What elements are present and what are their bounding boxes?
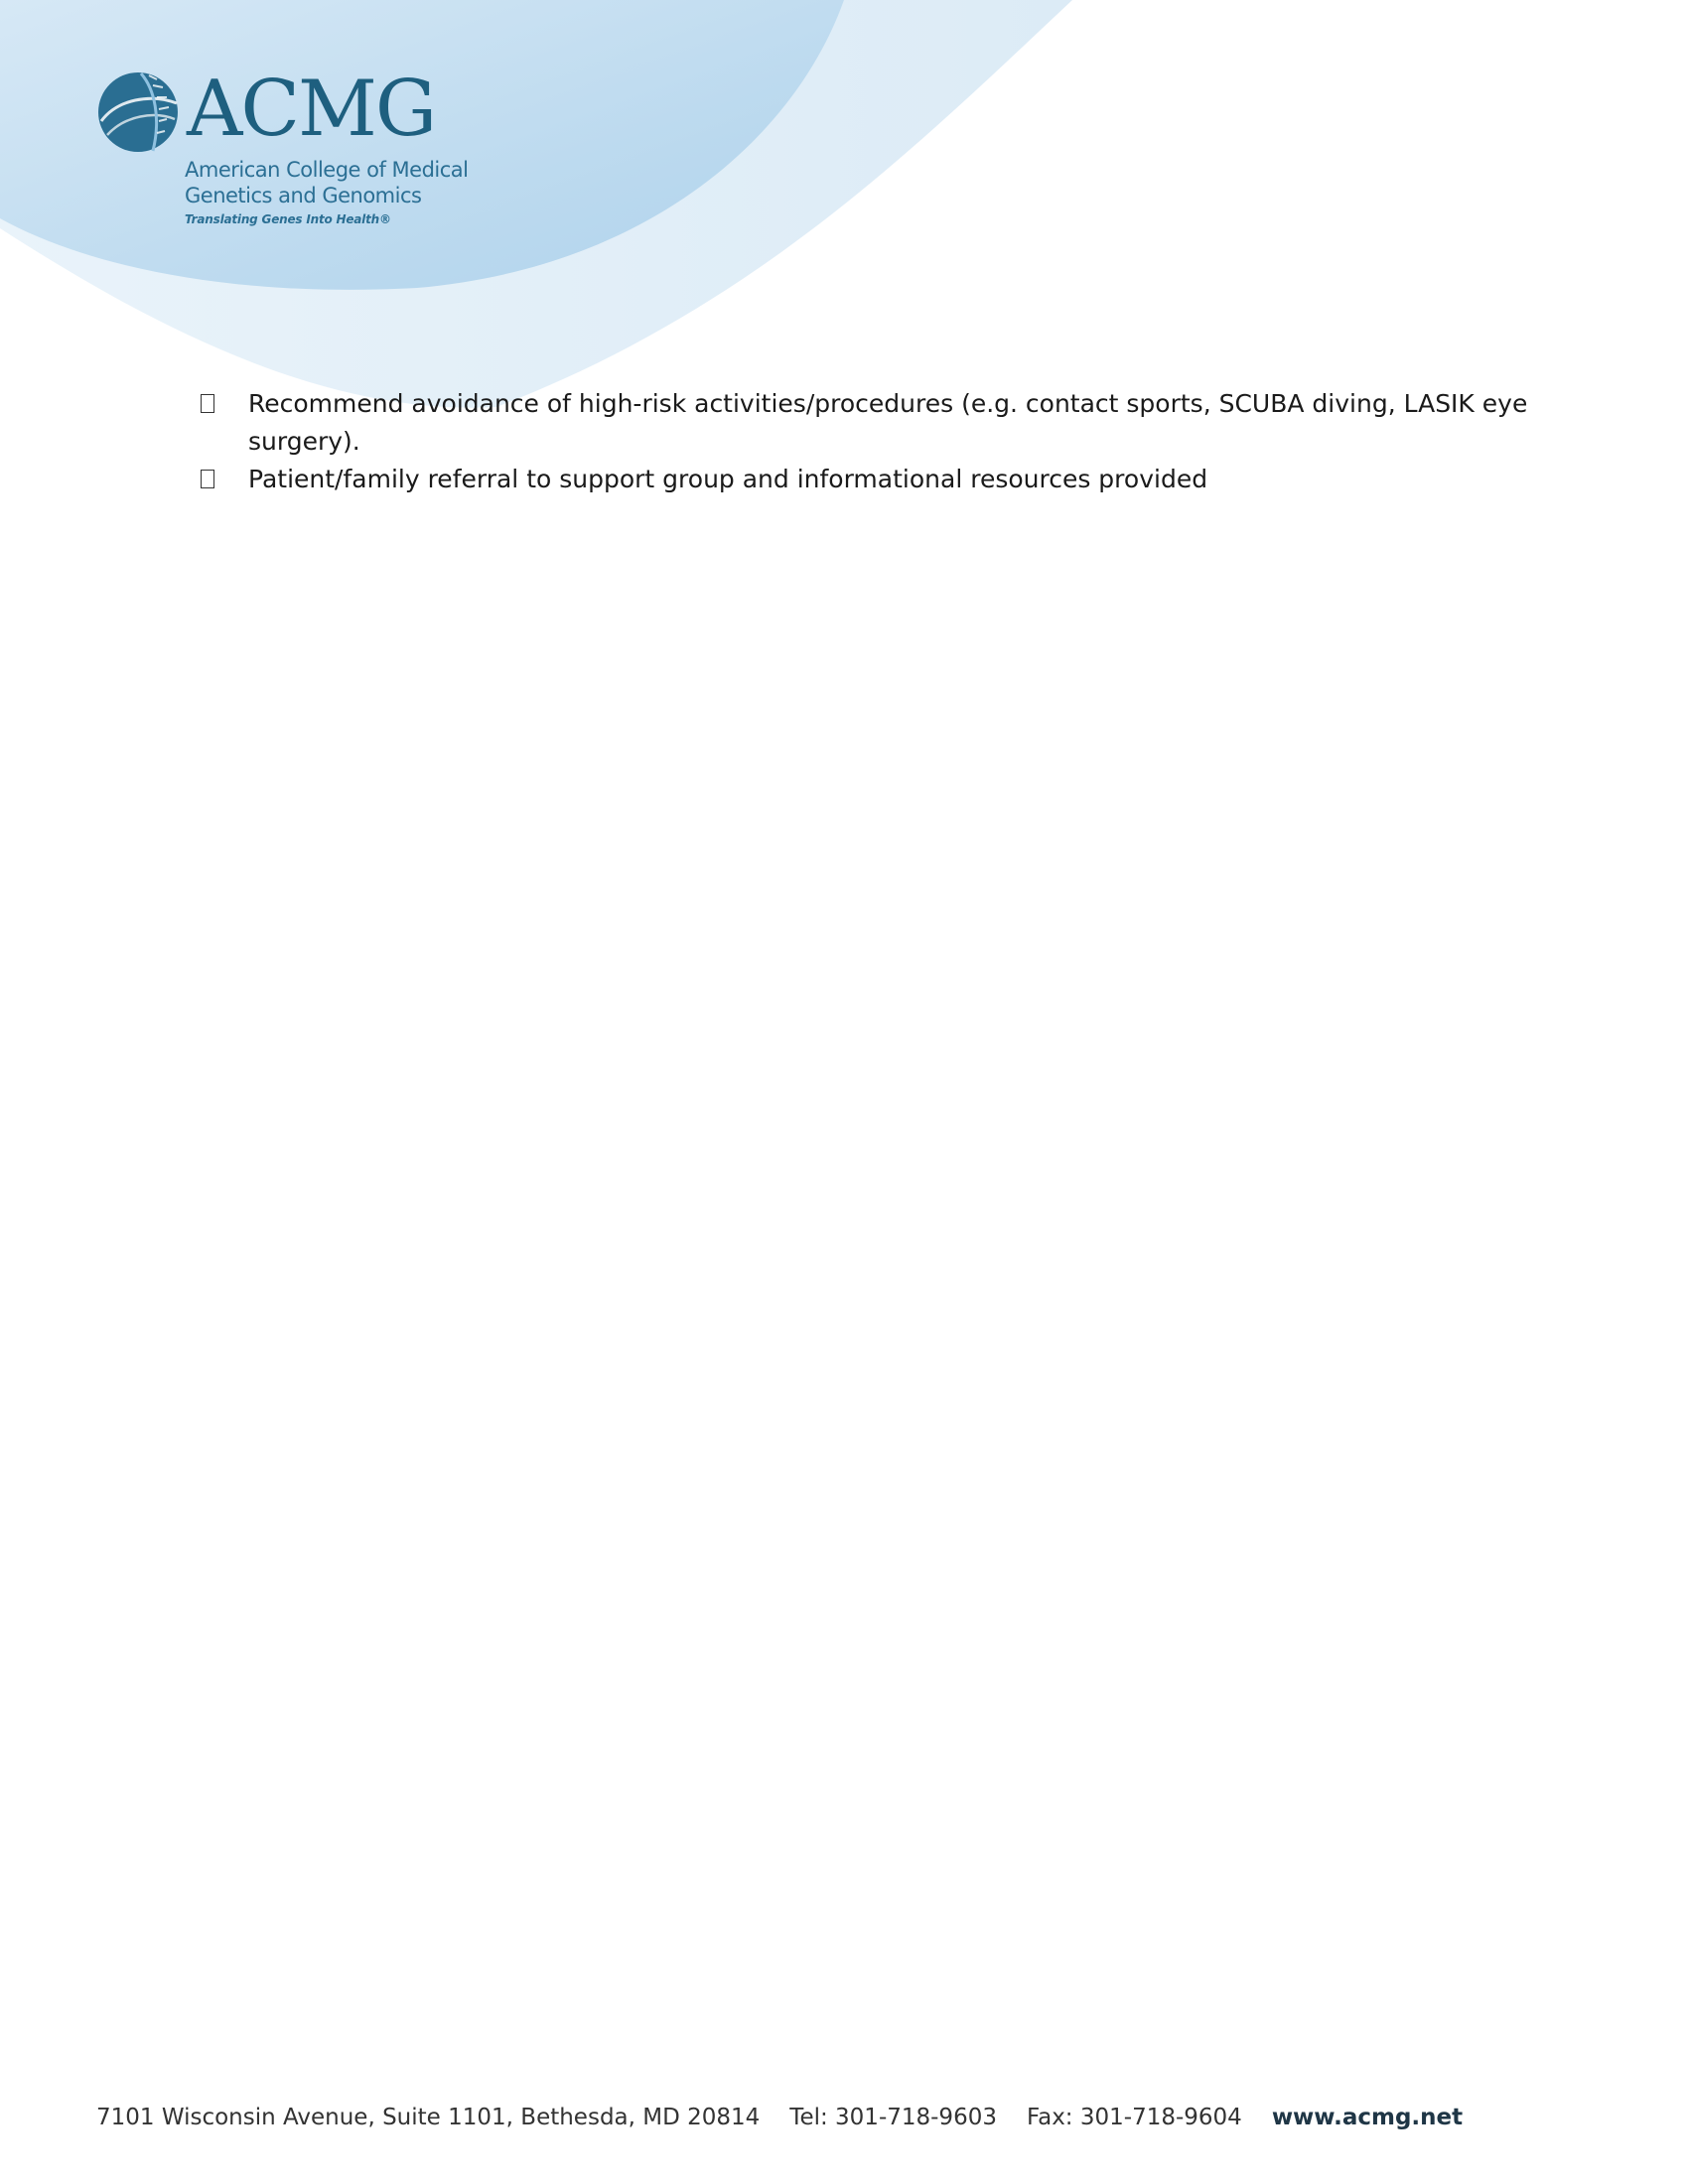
checkbox-icon[interactable] xyxy=(201,394,214,413)
organization-tagline: Translating Genes Into Health® xyxy=(185,212,391,226)
footer-telephone: Tel: 301-718-9603 xyxy=(789,2105,997,2130)
footer-fax: Fax: 301-718-9604 xyxy=(1026,2105,1242,2130)
organization-name-line1: American College of Medical xyxy=(185,158,469,182)
letterhead-footer xyxy=(96,2101,1606,2134)
checklist-item-text: Patient/family referral to support group and informational resources provided xyxy=(248,465,1208,493)
checklist-item-text: Recommend avoidance of high-risk activities/procedures (e.g. contact sports, SCUBA diving, LASIK eye surgery). xyxy=(248,389,1528,456)
checklist-item-support-referral xyxy=(199,461,1529,498)
checkbox-icon[interactable] xyxy=(201,470,214,488)
logo-wordmark: ACMG xyxy=(187,65,436,154)
organization-name-line2: Genetics and Genomics xyxy=(185,184,422,207)
organization-name xyxy=(185,157,469,208)
dna-globe-icon xyxy=(95,69,181,155)
footer-website-link[interactable]: www.acmg.net xyxy=(1271,2105,1464,2130)
footer-address: 7101 Wisconsin Avenue, Suite 1101, Bethesda, MD 20814 xyxy=(96,2105,761,2130)
checklist-item-avoid-high-risk xyxy=(199,385,1529,461)
recommendation-checklist xyxy=(199,385,1529,498)
acmg-logo xyxy=(95,65,512,236)
